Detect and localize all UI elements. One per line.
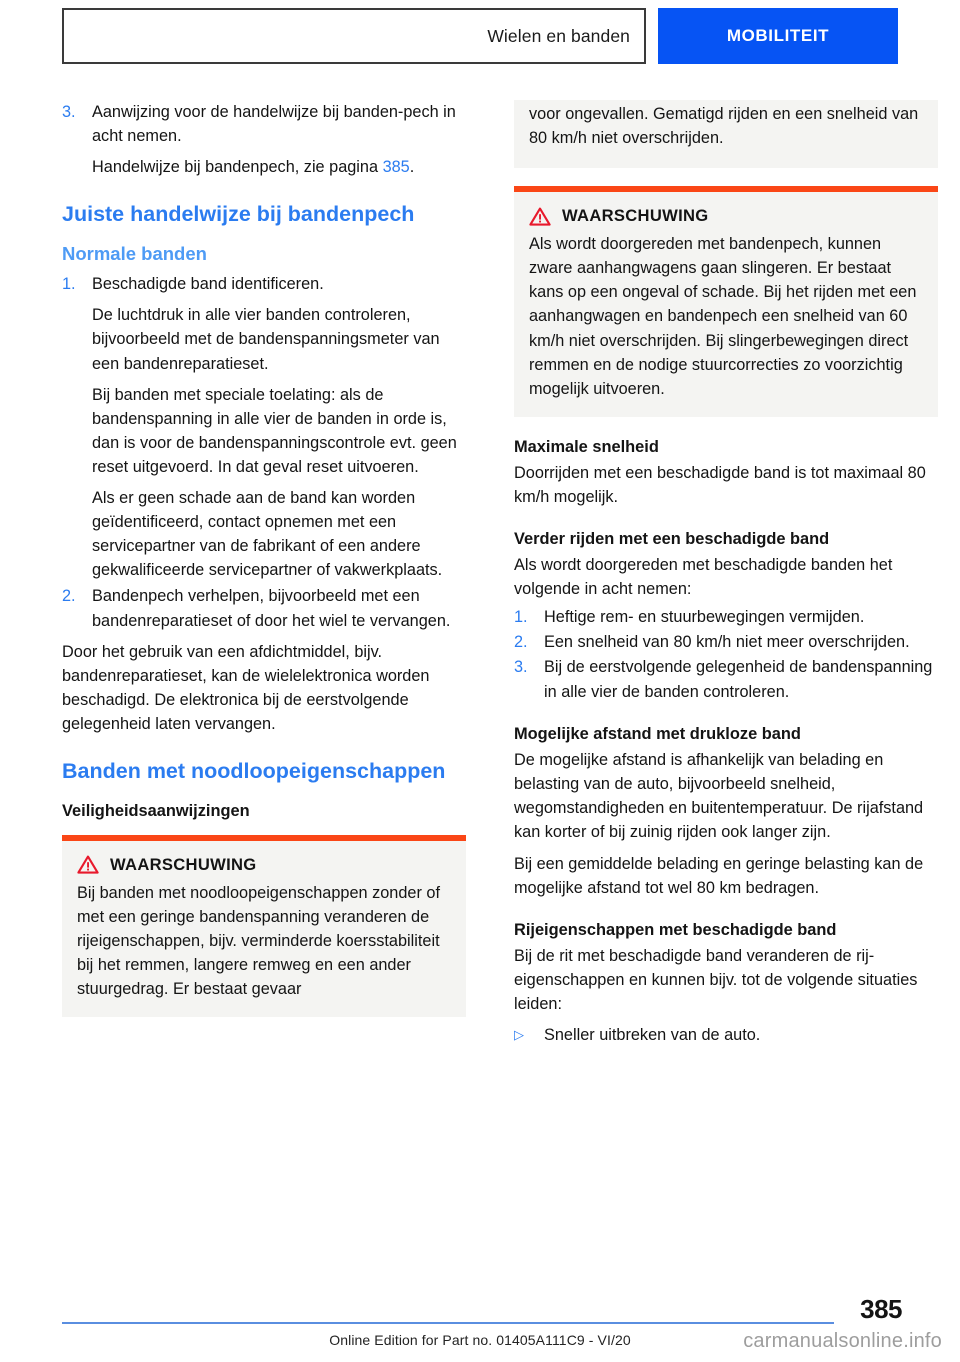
handling-bullets [514, 1023, 938, 1047]
heading-verder-rijden: Verder rijden met een beschadigde band [514, 530, 830, 549]
breadcrumb-label: Wielen en banden [487, 25, 630, 46]
closing-paragraph: Door het gebruik van een afdichtmiddel, bijv. bandenreparatieset, kan de wielelektronica worden beschadigd. De elektronica bij de eerstvolgende gelegenheid laten vervangen. [62, 642, 430, 733]
max-speed-text: Doorrijden met een beschadigde band is tot maximaal 80 km/h mogelijk. [514, 463, 926, 506]
left-column [62, 100, 466, 1027]
continue-driving-intro: Als wordt doorgereden met beschadigde banden het volgende in acht nemen: [514, 556, 893, 599]
page-header [62, 8, 898, 64]
possible-distance-paragraph: Bij een gemiddelde belading en geringe belasting kan de mogelijke afstand tot wel 80 km bedragen. [514, 854, 924, 898]
warning-text: Bij banden met noodloopeigenschappen zonder of met een geringe bandenspanning veranderen de rijeigenschappen, bijv. verminderde koersstabiliteit bij het remmen, langere remweg en een ander stuurgedrag. Er bestaat gevaar [77, 883, 440, 999]
list-item [514, 630, 938, 654]
list-item [514, 605, 938, 629]
possible-distance-paragraph: De mogelijke afstand is afhankelijk van belading en belasting van de auto, bijvoorbeeld snelheid, wegomstandigheden en buitentemperatuur. De rijafstand kan korter of bij zuinig rijden ook langer zijn. [514, 750, 924, 841]
heading-maximale-snelheid: Maximale snelheid [514, 437, 659, 456]
step-number: 2. [62, 587, 76, 606]
heading-veiligheidsaanwijzingen: Veiligheidsaanwijzingen [62, 801, 250, 820]
step-paragraph: Bij banden met speciale toelating: als de bandenspanning in alle vier de banden in orde is, dan is voor de bandenspanningscontrole evt. geen reset uitgevoerd. In dat geval reset uitvoeren. [92, 385, 457, 476]
list-item [62, 584, 466, 632]
normale-banden-steps [62, 272, 466, 632]
list-item [62, 100, 466, 179]
list-item [514, 1023, 938, 1047]
page-number: 385 [860, 1294, 902, 1324]
step-body [92, 100, 466, 179]
header-divider [646, 8, 658, 64]
breadcrumb [62, 8, 646, 64]
heading-mogelijke-afstand: Mogelijke afstand met drukloze band [514, 724, 801, 743]
warning-text-continued: voor ongevallen. Gematigd rijden en een snelheid van 80 km/h niet overschrijden. [529, 105, 919, 148]
bullet-text: Sneller uitbreken van de auto. [544, 1026, 761, 1045]
list-item [514, 655, 938, 703]
section-heading-main: Juiste handelwijze bij bandenpech [62, 202, 415, 227]
arrow-bullet-icon: ▷ [514, 1027, 524, 1043]
step-text: Een snelheid van 80 km/h niet meer overschrijden. [544, 633, 910, 652]
right-column [514, 100, 938, 1050]
cross-reference-prefix: Handelwijze bij bandenpech, zie pagina [92, 158, 383, 177]
warning-label: WAARSCHUWING [562, 206, 709, 226]
step-text: Beschadigde band identificeren. [92, 275, 324, 294]
step-number: 3. [514, 658, 528, 677]
section-badge [658, 8, 898, 64]
warning-header [529, 206, 923, 226]
watermark: carmanualsonline.info [743, 1330, 942, 1352]
warning-box [514, 186, 938, 417]
step-text: Bandenpech verhelpen, bijvoorbeeld met een bandenreparatieset of door het wiel te vervangen. [92, 587, 451, 630]
section-badge-label: MOBILITEIT [726, 26, 830, 45]
warning-triangle-icon [529, 207, 551, 226]
step-number: 1. [62, 275, 76, 294]
step-number: 2. [514, 633, 528, 652]
list-item [62, 272, 466, 582]
handling-intro: Bij de rit met beschadigde band veranderen de rij-eigenschappen en kunnen bijv. tot de volgende situaties leiden: [514, 947, 918, 1014]
warning-text: Als wordt doorgereden met bandenpech, kunnen zware aanhangwagens gaan slingeren. Er bestaat kans op een ongeval of schade. Bij het rijden met een aanhangwagen en bandenpech een snelheid van 60 km/h niet overschrijden. Bij slingerbewegingen direct remmen en de nodige stuurcorrecties zo voorzichtig mogelijk uitvoeren. [529, 235, 917, 398]
step-text: Aanwijzing voor de handelwijze bij banden-pech in acht nemen. [92, 103, 456, 146]
step-number: 1. [514, 608, 528, 627]
continue-driving-steps [514, 605, 938, 703]
warning-box-continued [514, 100, 938, 168]
step-body [92, 272, 466, 582]
warning-triangle-icon [77, 855, 99, 874]
footer-edition-text: Online Edition for Part no. 01405A111C9 - VI/20 [329, 1332, 631, 1348]
warning-header [77, 855, 451, 875]
step-paragraph: De luchtdruk in alle vier banden controleren, bijvoorbeeld met de bandenspanningsmeter van een bandenreparatieset. [92, 306, 440, 373]
step-number: 3. [62, 103, 76, 121]
cross-reference-suffix: . [409, 158, 415, 177]
step-text: Bij de eerstvolgende gelegenheid de bandenspanning in alle vier de banden controleren. [544, 658, 933, 701]
step-cross-reference [92, 155, 466, 179]
footer-divider [62, 1322, 834, 1324]
page-link[interactable]: 385 [382, 158, 410, 177]
section-heading-runflat: Banden met noodloopeigenschappen [62, 758, 446, 783]
warning-box [62, 835, 466, 1017]
heading-rijeigenschappen: Rijeigenschappen met beschadigde band [514, 921, 837, 940]
step-paragraph: Als er geen schade aan de band kan worden geïdentificeerd, contact opnemen met een servicepartner van de fabrikant of een andere gekwalificeerde servicepartner of vakwerkplaats. [92, 489, 443, 580]
step-body [92, 584, 466, 632]
warning-label: WAARSCHUWING [110, 854, 257, 874]
section-heading-normale-banden: Normale banden [62, 243, 207, 265]
step-text: Heftige rem- en stuurbewegingen vermijden. [544, 608, 865, 627]
step-3-list [62, 100, 466, 179]
